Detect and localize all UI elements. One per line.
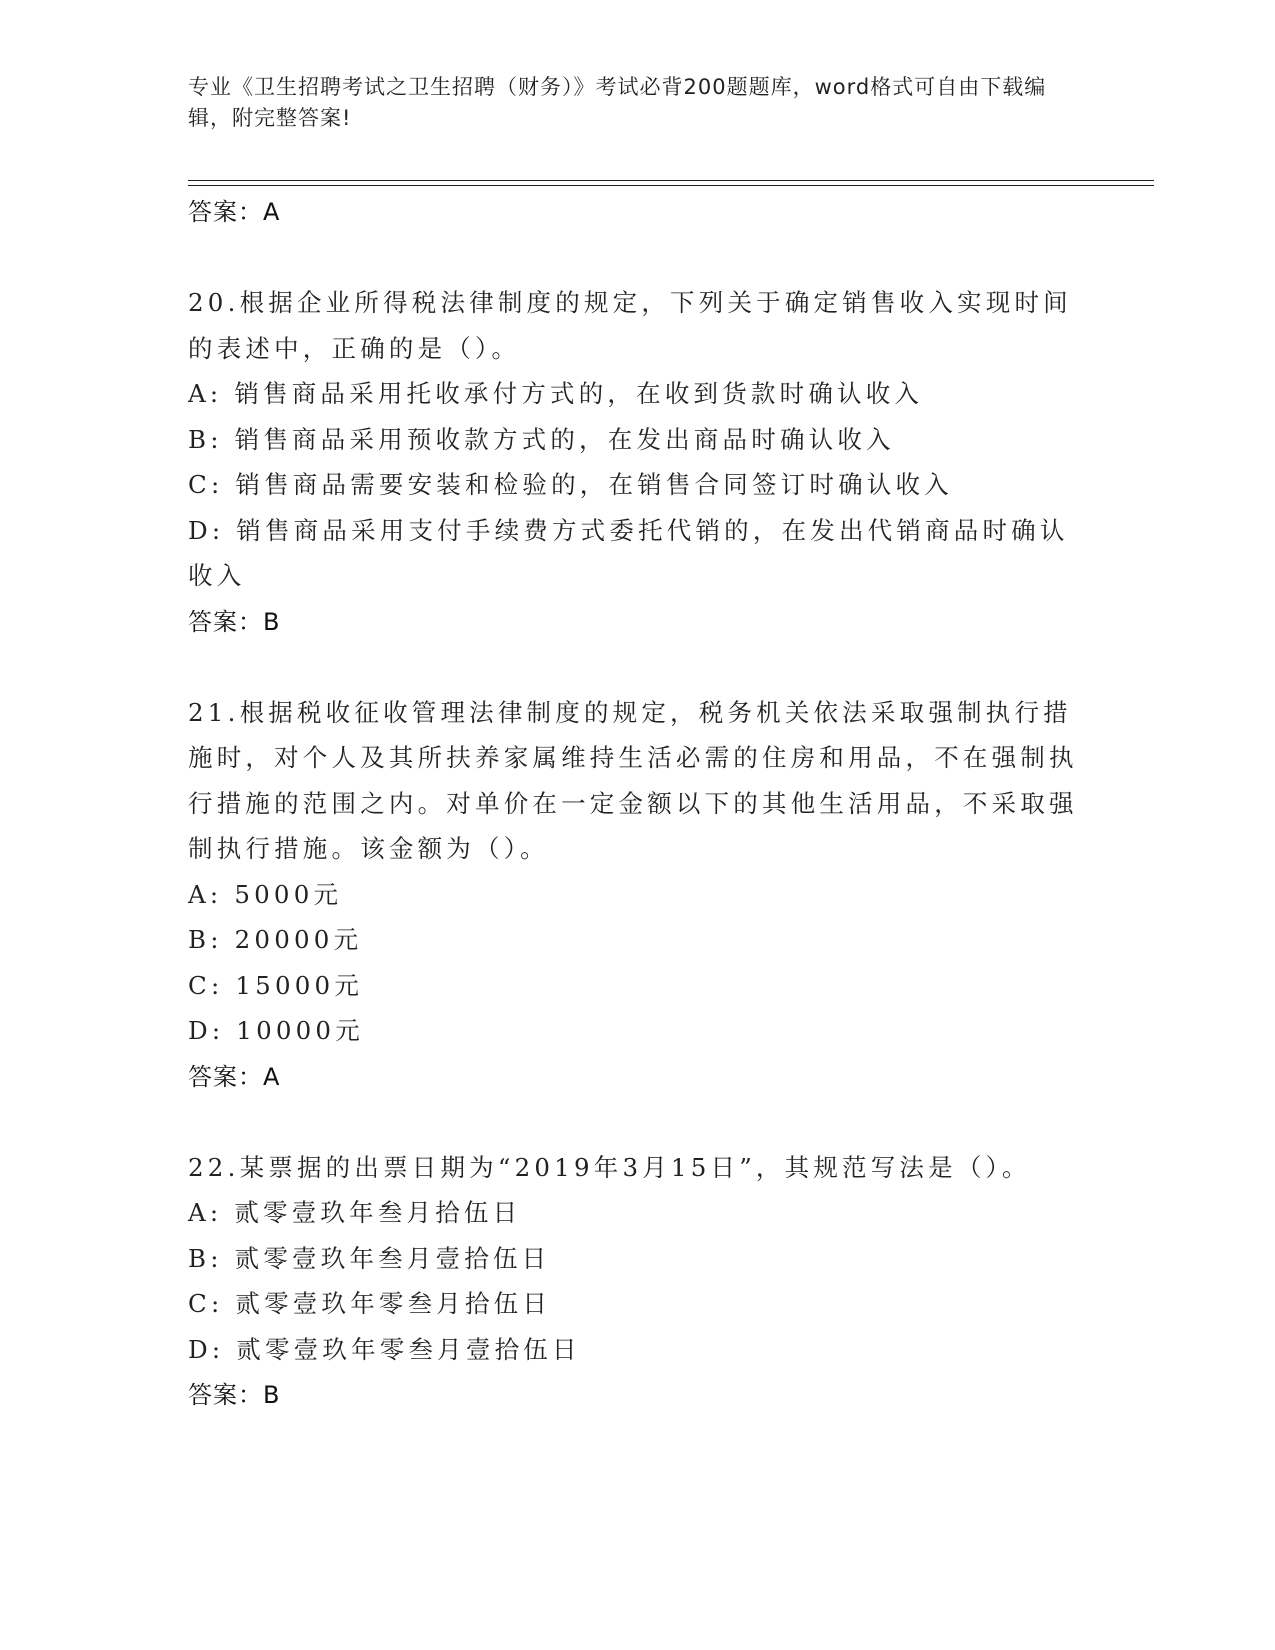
page-header: 专业《卫生招聘考试之卫生招聘（财务）》考试必背200题题库，word格式可自由下载编辑，附完整答案! [188,75,1047,130]
answer: 答案：B [188,1381,281,1409]
option-c: C: 贰零壹玖年零叁月拾伍日 [188,1289,552,1318]
option-b: B: 销售商品采用预收款方式的，在发出商品时确认收入 [188,424,895,454]
previous-answer: 答案：A [188,198,281,226]
option-c: C: 15000元 [188,970,364,1000]
option-d: D: 贰零壹玖年零叁月壹拾伍日 [188,1334,581,1364]
option-b: B: 贰零壹玖年叁月壹拾伍日 [188,1243,551,1273]
option-d: D: 10000元 [188,1016,364,1045]
question-20 [188,280,1088,645]
question-text: 22.某票据的出票日期为“2019年3月15日”，其规范写法是（）。 [188,1152,1031,1182]
question-22 [188,1145,1088,1419]
option-d: D: 销售商品采用支付手续费方式委托代销的，在发出代销商品时确认收入 [188,515,1069,590]
header-rule-top [188,180,1154,181]
option-a: A: 贰零壹玖年叁月拾伍日 [188,1198,522,1227]
question-21 [188,690,1088,1100]
option-a: A: 销售商品采用托收承付方式的，在收到货款时确认收入 [188,379,924,408]
option-a: A: 5000元 [188,879,343,909]
header-rule-bottom [188,185,1154,186]
answer: 答案：A [188,1062,281,1091]
option-c: C: 销售商品需要安装和检验的，在销售合同签订时确认收入 [188,470,953,499]
question-text: 20.根据企业所得税法律制度的规定，下列关于确定销售收入实现时间的表述中，正确的是（）。 [188,288,1072,363]
option-b: B: 20000元 [188,925,363,954]
answer: 答案：B [188,607,281,636]
question-text: 21.根据税收征收管理法律制度的规定，税务机关依法采取强制执行措施时，对个人及其所扶养家属维持生活必需的住房和用品，不在强制执行措施的范围之内。对单价在一定金额以下的其他生活用品，不采取强制执行措施。该金额为（）。 [188,697,1078,863]
question-list [188,189,1088,1418]
